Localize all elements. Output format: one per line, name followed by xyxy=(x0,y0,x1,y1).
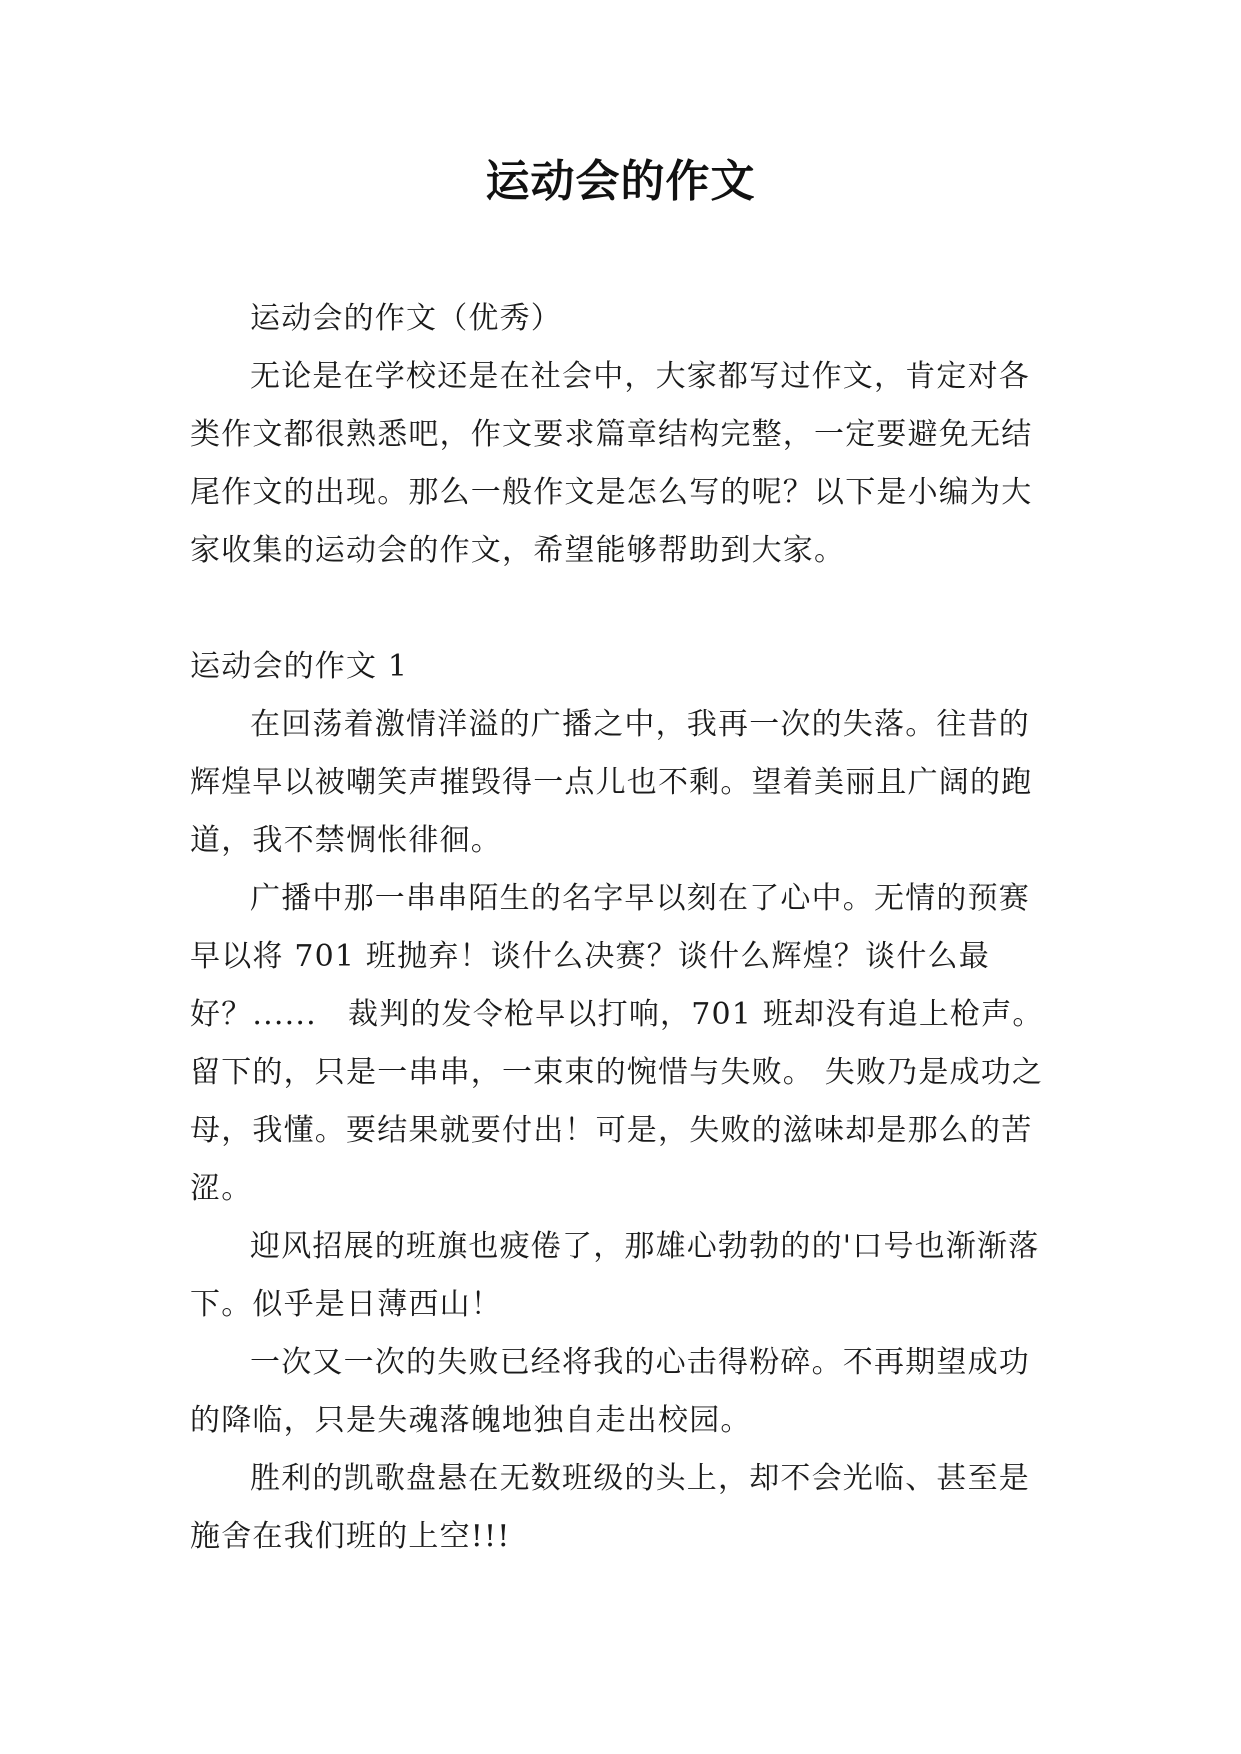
body-paragraph-1: 在回荡着激情洋溢的广播之中，我再一次的失落。往昔的辉煌早以被嘲笑声摧毁得一点儿也不剩。望着美丽且广阔的跑道，我不禁惆怅徘徊。 xyxy=(190,707,1033,858)
section-heading: 运动会的作文 1 xyxy=(190,649,409,684)
section-gap xyxy=(190,580,1048,638)
body-paragraph-3: 迎风招展的班旗也疲倦了，那雄心勃勃的的'口号也渐渐落下。似乎是日薄西山！ xyxy=(190,1229,1040,1322)
body-paragraph-4: 一次又一次的失败已经将我的心击得粉碎。不再期望成功的降临，只是失魂落魄地独自走出校园。 xyxy=(190,1345,1030,1438)
intro-paragraph: 无论是在学校还是在社会中，大家都写过作文，肯定对各类作文都很熟悉吧，作文要求篇章结构完整，一定要避免无结尾作文的出现。那么一般作文是怎么写的呢？以下是小编为大家收集的运动会的作文，希望能够帮助到大家。 xyxy=(190,359,1033,568)
body-paragraph-5: 胜利的凯歌盘悬在无数班级的头上，却不会光临、甚至是施舍在我们班的上空!!! xyxy=(190,1461,1030,1554)
subtitle-line: 运动会的作文（优秀） xyxy=(250,301,562,336)
document-body xyxy=(190,290,1048,1566)
document-title: 运动会的作文 xyxy=(485,156,756,207)
body-paragraph-2: 广播中那一串串陌生的名字早以刻在了心中。无情的预赛早以将 701 班抛弃！谈什么决赛？谈什么辉煌？谈什么最好？...... 裁判的发令枪早以打响，701 班却没有追上枪声。留下的，只是一串串，一束束的惋惜与失败。 失败乃是成功之母，我懂。要结果就要付出！可是，失败的滋味却是那么的苦涩。 xyxy=(190,881,1044,1206)
